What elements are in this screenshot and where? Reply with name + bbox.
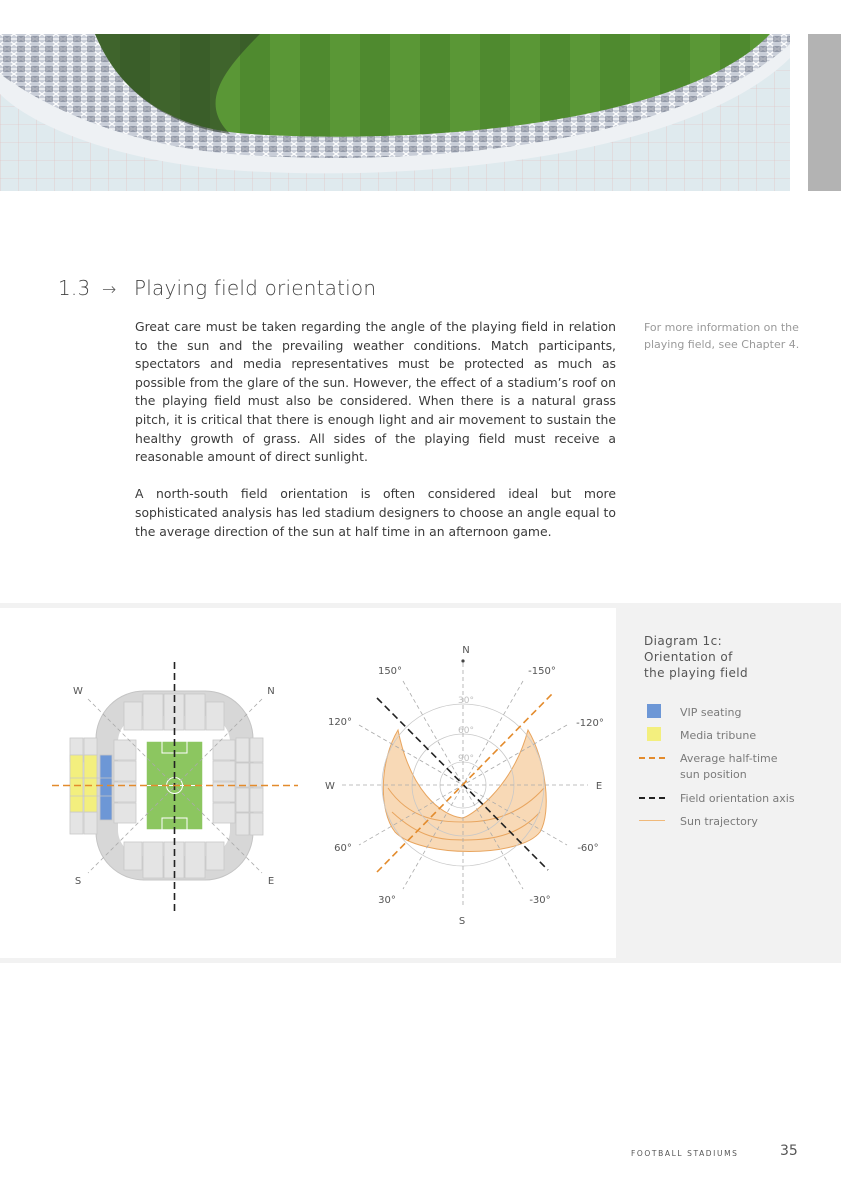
page-number: 35 (780, 1143, 798, 1159)
section-title: Playing field orientation (134, 276, 377, 300)
vip-seating (100, 755, 112, 820)
media-tribune-right (84, 755, 97, 812)
compass-n: N (462, 645, 470, 656)
stadium-label-w: W (73, 686, 83, 697)
angle-minus-120: -120° (576, 718, 604, 729)
diagram-legend (639, 703, 829, 835)
angle-minus-30: -30° (529, 895, 551, 906)
compass-e: E (595, 781, 603, 792)
paragraph: Great care must be taken regarding the angle of the playing field in relation to the sun and the prevailing weather conditions. Match participants, spectators and media representatives must be protected as much as possible from the glare of the sun. However, the effect of a stadium’s roof on the playing field must also be considered. When there is a natural grass pitch, it is critical that there is enough light and air movement to sustain the healthy growth of grass. All sides of the playing field must receive a reasonable amount of direct sunlight. (135, 319, 616, 465)
paragraph: A north-south field orientation is often considered ideal but more sophisticated analysis has led stadium designers to choose an angle equal to the average direction of the sun at half time in an afternoon game. (135, 486, 616, 539)
stadium-plan (52, 662, 298, 912)
ring-90: 90° (458, 754, 474, 764)
ring-30: 30° (458, 696, 474, 706)
angle-60: 60° (334, 843, 352, 854)
stadium-label-s: S (74, 876, 82, 887)
body-text (135, 318, 616, 560)
footer-label: FOOTBALL STADIUMS (631, 1149, 739, 1158)
stadium-aerial-photo (0, 34, 790, 191)
angle-120: 120° (327, 717, 353, 728)
ring-60: 60° (458, 726, 474, 736)
angle-150: 150° (377, 666, 403, 677)
angle-minus-150: -150° (528, 666, 556, 677)
angle-minus-60: -60° (577, 843, 599, 854)
diagram-title: Diagram 1c: Orientation of the playing field (644, 634, 748, 680)
compass-w: W (325, 781, 335, 792)
stadium-label-e: E (267, 876, 275, 887)
section-heading (58, 276, 376, 300)
sidenote: For more information on the playing field, see Chapter 4. (644, 321, 800, 351)
stadium-label-n: N (267, 686, 275, 697)
angle-30: 30° (378, 895, 396, 906)
section-number: 1.3 (58, 276, 91, 300)
diagram-canvas (0, 608, 616, 958)
legend-item-sun-trajectory: Sun trajectory (639, 812, 829, 835)
media-swatch (647, 727, 661, 741)
sun-position-line (639, 757, 665, 759)
sun-diagram (325, 645, 604, 927)
chapter-side-tab (808, 34, 841, 191)
arrow-right-icon: → (102, 280, 117, 300)
sun-trajectory-line (639, 820, 665, 821)
legend-item-field-axis: Field orientation axis (639, 789, 829, 812)
media-tribune-left (70, 755, 83, 812)
field-axis-line (639, 797, 665, 799)
vip-swatch (647, 704, 661, 718)
compass-s: S (458, 916, 466, 927)
legend-item-media: Media tribune (639, 726, 829, 749)
legend-item-sun-position: Average half-time sun position (639, 749, 829, 789)
legend-item-vip: VIP seating (639, 703, 829, 726)
